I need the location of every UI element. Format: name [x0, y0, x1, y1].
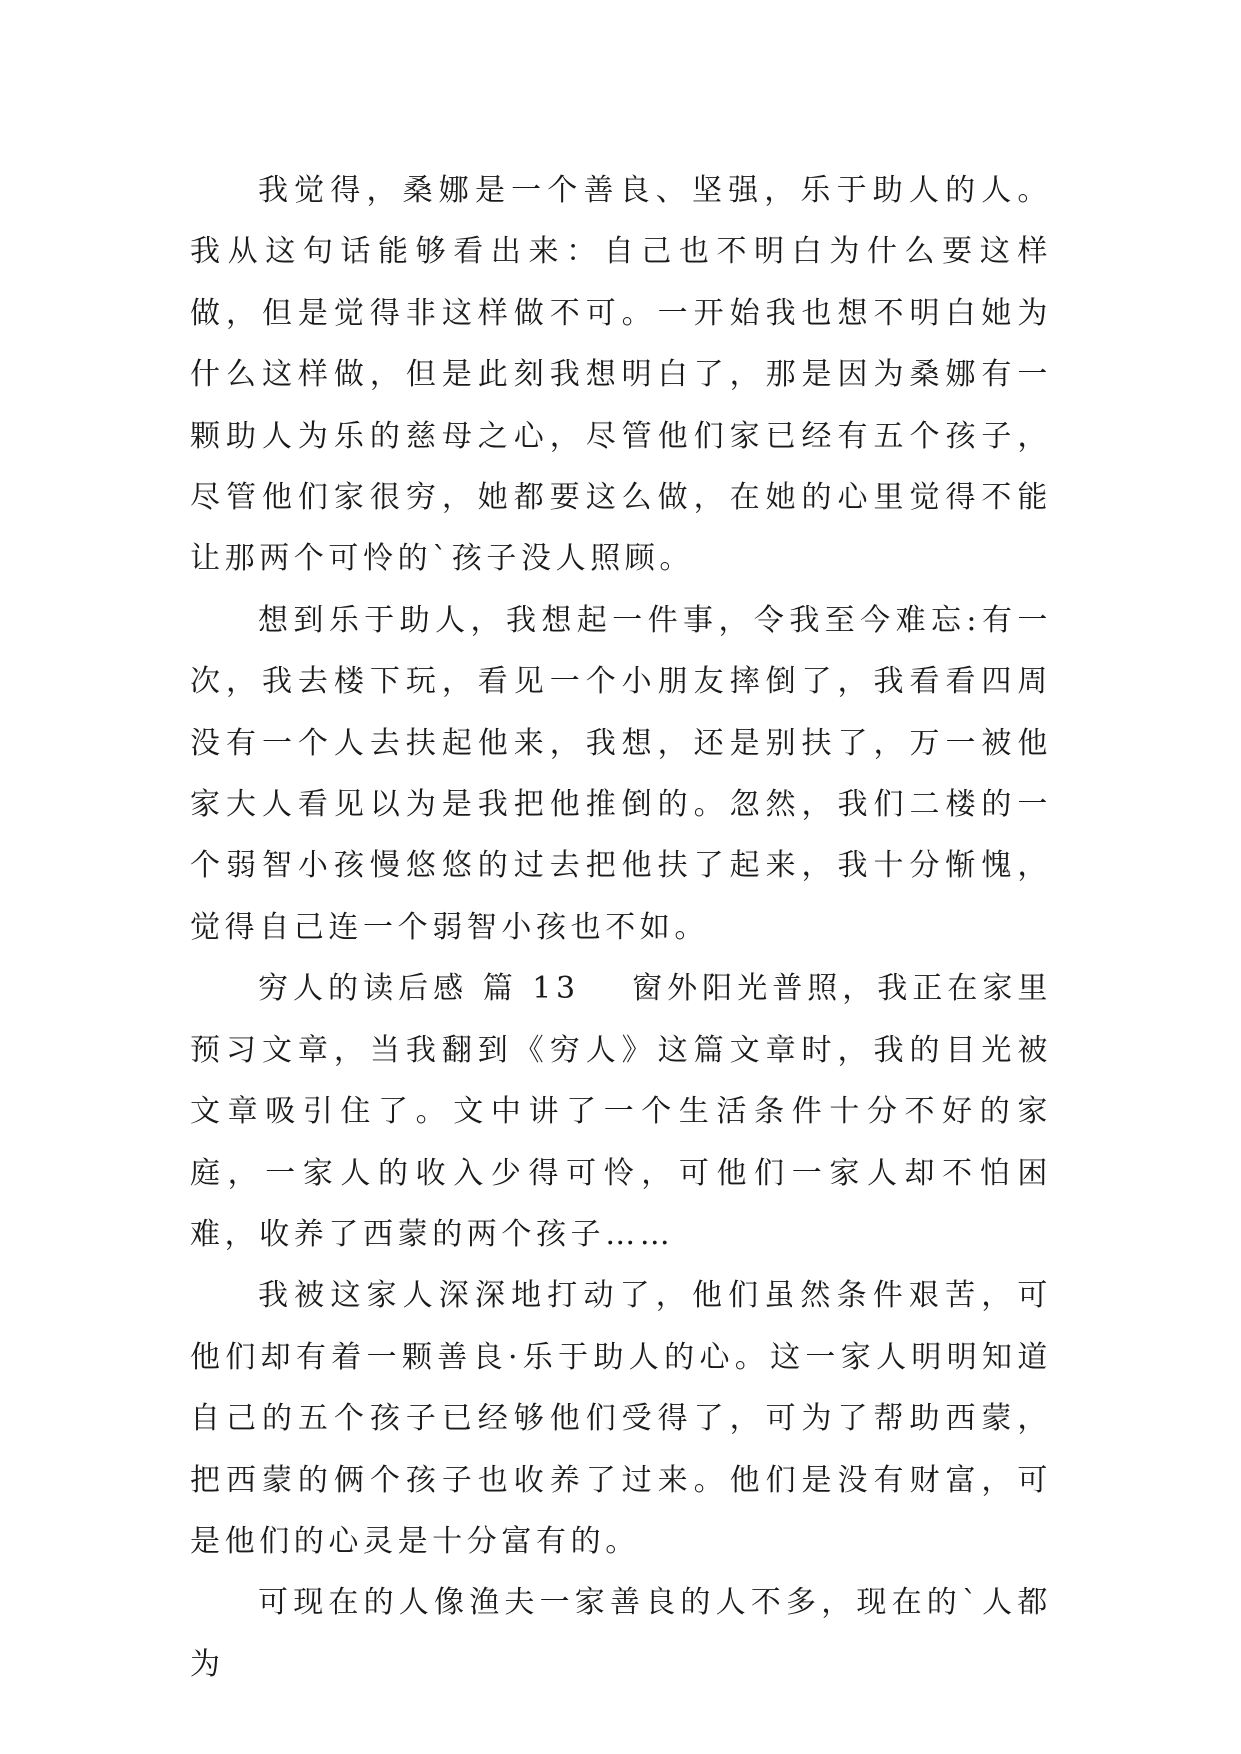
- paragraph-moved-by-family: 我被这家人深深地打动了，他们虽然条件艰苦，可他们却有着一颗善良·乐于助人的心。这一家人明明知道自己的五个孩子已经够他们受得了，可为了帮助西蒙，把西蒙的俩个孩子也收养了过来。他们是没有财富，可是他们的心灵是十分富有的。: [190, 1278, 1052, 1559]
- document-body: [190, 160, 1052, 1695]
- paragraph-helping-memory: 想到乐于助人，我想起一件事，令我至今难忘:有一次，我去楼下玩，看见一个小朋友摔倒了，我看看四周没有一个人去扶起他来，我想，还是别扶了，万一被他家大人看见以为是我把他推倒的。忽然，我们二楼的一个弱智小孩慢悠悠的过去把他扶了起来，我十分惭愧，觉得自己连一个弱智小孩也不如。: [190, 602, 1052, 945]
- section-heading: 穷人的读后感 篇 13: [258, 971, 580, 1007]
- section-text: 窗外阳光普照，我正在家里预习文章，当我翻到《穷人》这篇文章时，我的目光被文章吸引住了。文中讲了一个生活条件十分不好的家庭，一家人的收入少得可怜，可他们一家人却不怕困难，收养了西蒙的两个孩子……: [190, 971, 1052, 1252]
- paragraph-section-13: [190, 958, 1052, 1265]
- paragraph-nowadays: 可现在的人像渔夫一家善良的人不多，现在的`人都为: [190, 1585, 1052, 1682]
- paragraph-sanna-character: 我觉得，桑娜是一个善良、坚强，乐于助人的人。我从这句话能够看出来：自己也不明白为什么要这样做，但是觉得非这样做不可。一开始我也想不明白她为什么这样做，但是此刻我想明白了，那是因为桑娜有一颗助人为乐的慈母之心，尽管他们家已经有五个孩子，尽管他们家很穷，她都要这么做，在她的心里觉得不能让那两个可怜的`孩子没人照顾。: [190, 173, 1052, 577]
